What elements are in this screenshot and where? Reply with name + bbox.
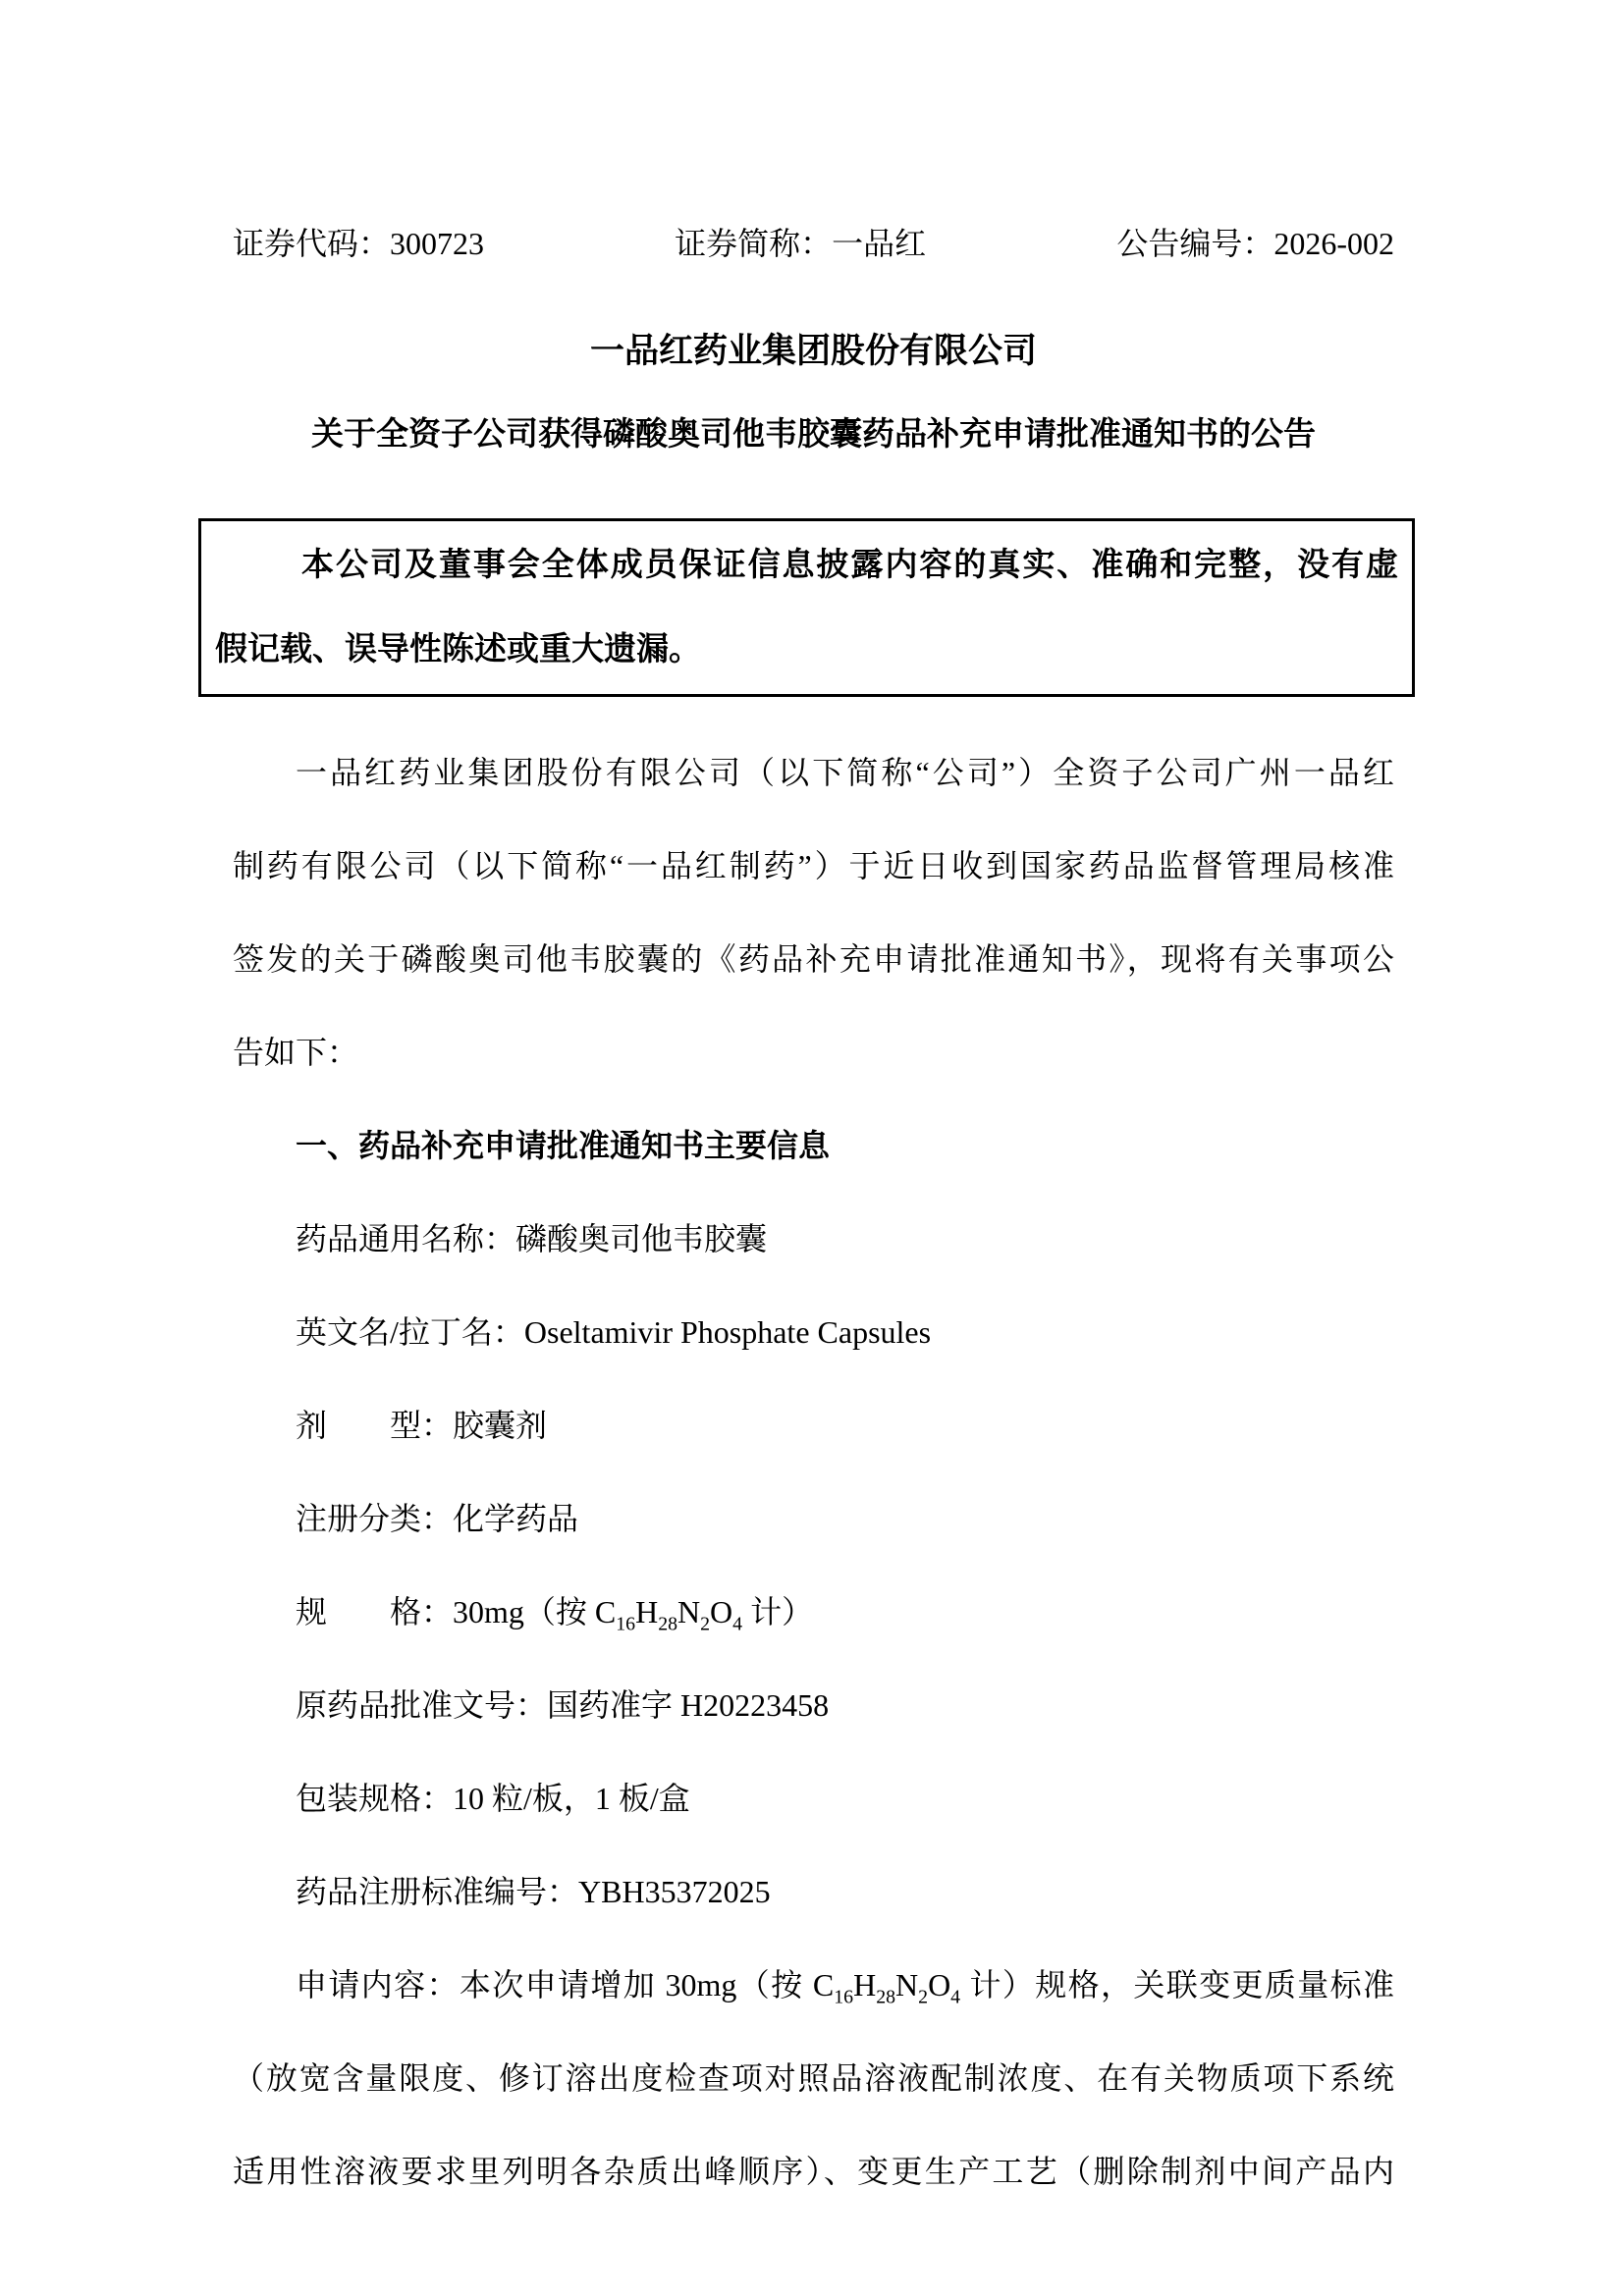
formula-subscript: 4 [950,1986,961,2008]
body-line: （放宽含量限度、修订溶出度检查项对照品溶液配制浓度、在有关物质项下系统 [233,2060,1394,2096]
formula-subscript: 4 [732,1613,743,1635]
body-line: 一、药品补充申请批准通知书主要信息 [296,1128,831,1163]
formula-subscript: 2 [700,1613,711,1635]
formula-subscript: 28 [876,1986,896,2008]
stock-code-label: 证券代码：300723 [233,226,485,261]
document-body [233,726,1394,2218]
disclaimer-line: 假记载、误导性陈述或重大遗漏。 [215,632,701,667]
disclaimer-box [198,518,1415,697]
formula-subscript: 16 [834,1986,854,2008]
body-line: 规 格：30mg（按 $C_{16}H_{28}N_2O_4$ 计） [296,1594,814,1635]
body-line: 剂 型：胶囊剂 [296,1408,548,1443]
formula-subscript: 16 [616,1613,636,1635]
body-line: 药品通用名称：磷酸奥司他韦胶囊 [296,1221,768,1256]
announcement-number-label: 公告编号：2026-002 [1116,226,1394,261]
body-line: 制药有限公司（以下简称“一品红制药”）于近日收到国家药品监督管理局核准 [233,848,1394,883]
body-line: 英文名/拉丁名：Oseltamivir Phosphate Capsules [296,1314,932,1350]
body-line: 签发的关于磷酸奥司他韦胶囊的《药品补充申请批准通知书》，现将有关事项公 [233,941,1394,977]
stock-name-label: 证券简称：一品红 [675,226,927,261]
formula-subscript: 2 [918,1986,929,2008]
body-line: 申请内容：本次申请增加 30mg（按 $C_{16}H_{28}N_2O_4$ 计）规格，关联变更质量标准 [296,1967,1394,2008]
body-line: 告如下： [233,1035,359,1070]
body-line: 一品红药业集团股份有限公司（以下简称“公司”）全资子公司广州一品红 [296,755,1394,790]
page-content [0,224,1624,2218]
company-title: 一品红药业集团股份有限公司 [589,332,1037,370]
formula-subscript: 28 [658,1613,678,1635]
announcement-subtitle: 关于全资子公司获得磷酸奥司他韦胶囊药品补充申请批准通知书的公告 [311,417,1316,453]
disclaimer-line: 本公司及董事会全体成员保证信息披露内容的真实、准确和完整，没有虚 [301,548,1398,583]
body-line: 药品注册标准编号：YBH35372025 [296,1874,771,1909]
securities-header-row [233,224,1394,263]
body-line: 注册分类：化学药品 [296,1501,579,1536]
body-line: 包装规格：10 粒/板，1 板/盒 [296,1781,690,1816]
body-line: 原药品批准文号：国药准字 H20223458 [296,1687,830,1723]
body-line: 适用性溶液要求里列明各杂质出峰顺序）、变更生产工艺（删除制剂中间产品内 [233,2154,1394,2189]
